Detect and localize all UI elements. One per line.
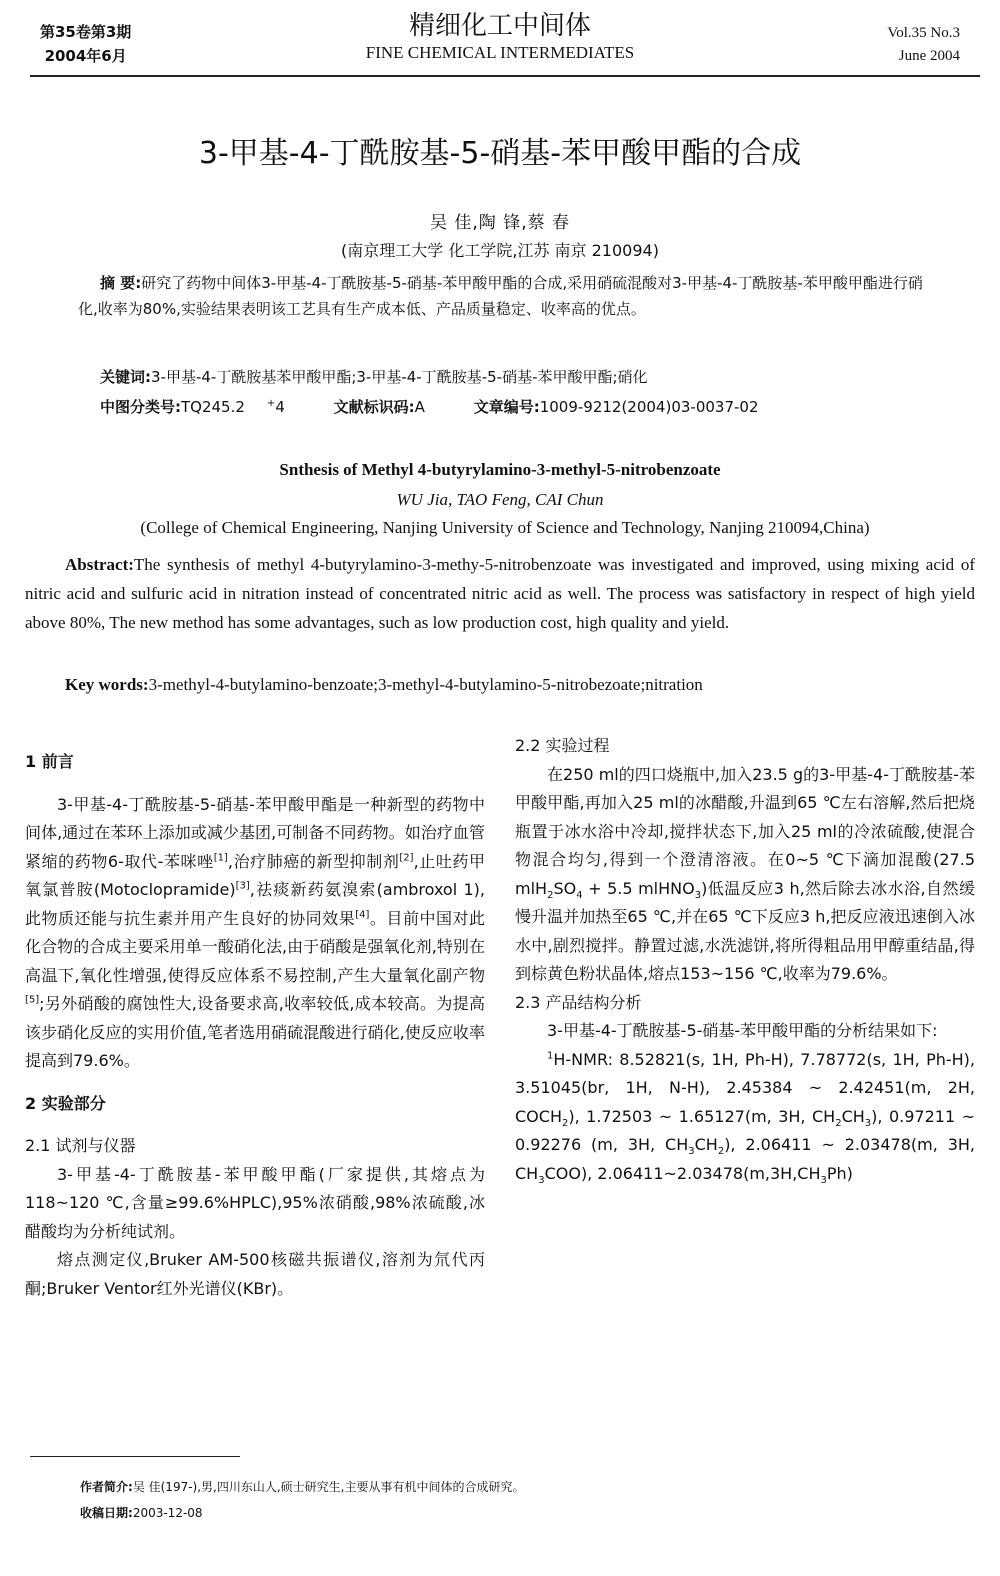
article-number xyxy=(474,398,781,416)
subsection-heading-2-1: 2.1 试剂与仪器 xyxy=(25,1136,136,1155)
clc-value: TQ245.2 xyxy=(181,398,245,416)
clc-sup: + xyxy=(266,398,276,409)
nmr-sub-3: 3 xyxy=(864,1117,872,1129)
intro-paragraph xyxy=(25,791,485,1076)
subsection-heading-2-3: 2.3 产品结构分析 xyxy=(515,992,642,1012)
citation-4: [4] xyxy=(355,909,370,921)
author-bio-text: 吴 佳(197-),男,四川东山人,硕士研究生,主要从事有机中间体的合成研究。 xyxy=(132,1480,525,1494)
keywords-cn-label: 关键词: xyxy=(100,368,151,386)
abstract-en-text: The synthesis of methyl 4-butyrylamino-3-methy-5-nitrobenzoate was investigated and improved, using mixing acid of nitric acid and sulfuric acid in nitration instead of concentrated nitric acid as well. The process was satisfactory in respect of high yield above 80%, The new method has some advantages, such as low production cost, high quality and yield. xyxy=(25,555,975,632)
footnote-rule xyxy=(30,1456,240,1457)
journal-name-cn: 精细化工中间体 xyxy=(408,11,591,41)
doc-code xyxy=(334,398,447,416)
issue-number-cn: 第35卷第3期 xyxy=(40,23,132,41)
citation-3: [3] xyxy=(235,880,250,892)
nmr-text-f: ), 2.06411 ~ 2.03478(m, 3H, CH xyxy=(515,1135,975,1183)
abstract-cn xyxy=(78,270,928,322)
procedure-text-a: 在250 ml的四口烧瓶中,加入23.5 g的3-甲基-4-丁酰胺基-苯甲酸甲酯,再加入25 ml的冰醋酸,升温到65 ℃左右溶解,然后把烧瓶置于冰水浴中冷却,搅拌状态下,加入25 ml的冷浓硫酸,使混合物混合均匀,得到一个澄清溶液。在0~5 ℃下滴加混酸(27.5 mlH xyxy=(515,764,975,898)
authors-en: WU Jia, TAO Feng, CAI Chun xyxy=(396,490,604,509)
procedure-sub-1: 2 xyxy=(547,889,554,901)
keywords-en xyxy=(65,675,965,695)
affiliation-cn: (南京理工大学 化工学院,江苏 南京 210094) xyxy=(341,241,659,260)
nmr-text-c: CH xyxy=(841,1106,865,1126)
author-bio-footnote xyxy=(80,1478,960,1495)
nmr-sub-6: 3 xyxy=(538,1174,545,1186)
paper-title-cn: 3-甲基-4-丁酰胺基-5-硝基-苯甲酸甲酯的合成 xyxy=(198,136,802,171)
subsection-heading-2-2: 2.2 实验过程 xyxy=(515,736,610,755)
nmr-sub-1: 2 xyxy=(561,1117,569,1129)
nmr-text-g: COO), 2.06411~2.03478(m,3H,CH xyxy=(544,1163,821,1183)
procedure-text-b: SO xyxy=(553,878,577,898)
clc-code xyxy=(100,398,307,416)
nmr-sup: 1 xyxy=(547,1050,554,1062)
keywords-en-label: Key words: xyxy=(65,675,149,694)
abstract-cn-label: 摘 要: xyxy=(100,274,142,292)
keywords-cn xyxy=(100,366,940,387)
author-bio-label: 作者简介: xyxy=(80,1480,133,1494)
procedure-text-c: + 5.5 mlHNO xyxy=(582,878,695,898)
reagents-paragraph: 3-甲基-4-丁酰胺基-苯甲酸甲酯(厂家提供,其熔点为118~120 ℃,含量≥99.6%HPLC),95%浓硝酸,98%浓硫酸,冰醋酸均为分析纯试剂。 xyxy=(25,1164,485,1241)
intro-text-f: ;另外硝酸的腐蚀性大,设备要求高,收率较低,成本较高。为提高该步硝化反应的实用价值,笔者选用硝硫混酸进行硝化,使反应收率提高到79.6%。 xyxy=(25,994,485,1070)
procedure-sub-2: 4 xyxy=(576,889,583,901)
nmr-text-b: ), 1.72503 ~ 1.65127(m, 3H, CH xyxy=(568,1106,836,1126)
section-heading-2: 2 实验部分 xyxy=(25,1093,106,1113)
intro-text-e: 。目前中国对此化合物的合成主要采用单一酸硝化法,由于硝酸是强氧化剂,特别在高温下,氧化性增强,使得反应体系不易控制,产生大量氧化副产物 xyxy=(25,908,485,985)
nmr-sub-4: 3 xyxy=(688,1146,695,1158)
nmr-text-e: CH xyxy=(694,1135,718,1154)
clc-label: 中图分类号: xyxy=(100,398,181,416)
issue-info-cn xyxy=(40,20,131,68)
nmr-text-a: H-NMR: 8.52821(s, 1H, Ph-H), 7.78772(s, 1H, Ph-H), 3.51045(br, 1H, N-H), 2.45384 ~ 2.42451(m, 2H, COCH xyxy=(515,1049,975,1126)
nmr-text-d: ), 0.97211 ~ 0.92276 (m, 3H, CH xyxy=(515,1106,976,1154)
abstract-en xyxy=(25,550,975,637)
affiliation-en: (College of Chemical Engineering, Nanjing University of Science and Technology, Nanjing 210094,China) xyxy=(140,518,870,537)
doc-label: 文献标识码: xyxy=(333,398,415,416)
paper-title-en: Snthesis of Methyl 4-butyrylamino-3-methyl-5-nitrobenzoate xyxy=(279,460,721,479)
received-date-label: 收稿日期: xyxy=(80,1506,133,1520)
citation-1: [1] xyxy=(213,852,228,864)
nmr-sub-2: 2 xyxy=(835,1117,842,1129)
intro-text-d: ,祛痰新药氨溴索(ambroxol 1),此物质还能与抗生素并用产生良好的协同效果 xyxy=(25,880,485,928)
keywords-en-text: 3-methyl-4-butylamino-benzoate;3-methyl-4-butylamino-5-nitrobezoate;nitration xyxy=(148,675,703,694)
body-column-right xyxy=(515,732,975,1188)
nmr-sub-7: 3 xyxy=(820,1174,827,1186)
doc-value: A xyxy=(414,398,425,416)
intro-text-a: 3-甲基-4-丁酰胺基-5-硝基-苯甲酸甲酯是一种新型的药物中间体,通过在苯环上添加或减少基团,可制备不同药物。如治疗血管紧缩的药物6-取代-苯咪唑 xyxy=(25,794,485,871)
article-value: 1009-9212(2004)03-0037-02 xyxy=(539,398,759,416)
procedure-paragraph xyxy=(515,761,975,989)
citation-5: [5] xyxy=(25,994,40,1006)
instruments-paragraph: 熔点测定仪,Bruker AM-500核磁共振谱仪,溶剂为氘代丙酮;Bruker Ventor红外光谱仪(KBr)。 xyxy=(25,1250,485,1298)
article-label: 文章编号: xyxy=(473,398,540,416)
citation-2: [2] xyxy=(399,852,414,864)
intro-text-c: ,止吐药甲氧氯普胺(Motoclopramide) xyxy=(25,851,485,899)
header-rule xyxy=(30,75,980,77)
body-column-left xyxy=(25,748,485,1303)
nmr-sub-5: 2 xyxy=(717,1146,725,1158)
received-date-footnote xyxy=(80,1504,960,1521)
abstract-en-label: Abstract: xyxy=(65,555,134,574)
abstract-cn-text: 研究了药物中间体3-甲基-4-丁酰胺基-5-硝基-苯甲酸甲酯的合成,采用硝硫混酸对3-甲基-4-丁酰胺基-苯甲酸甲酯进行硝化,收率为80%,实验结果表明该工艺具有生产成本低、产品质量稳定、收率高的优点。 xyxy=(78,274,923,318)
issue-date-cn: 2004年6月 xyxy=(44,47,127,65)
nmr-text-h: Ph) xyxy=(826,1163,853,1183)
classification-line xyxy=(100,396,940,417)
analysis-paragraph: 3-甲基-4-丁酰胺基-5-硝基-苯甲酸甲酯的分析结果如下: xyxy=(547,1021,938,1040)
section-heading-1: 1 前言 xyxy=(25,752,74,771)
keywords-cn-text: 3-甲基-4-丁酰胺基苯甲酸甲酯;3-甲基-4-丁酰胺基-5-硝基-苯甲酸甲酯;硝化 xyxy=(151,368,648,386)
intro-text-b: ,治疗肺癌的新型抑制剂 xyxy=(227,851,400,871)
procedure-sub-3: 3 xyxy=(694,889,702,901)
authors-cn: 吴 佳,陶 锋,蔡 春 xyxy=(429,213,571,233)
procedure-text-d: )低温反应3 h,然后除去冰水浴,自然缓慢升温并加热至65 ℃,并在65 ℃下反应3 h,把反应液迅速倒入冰水中,剧烈搅拌。静置过滤,水洗滤饼,将所得粗品用甲醇重结晶,得到棕黄色粉状晶体,熔点153~156 ℃,收率为79.6%。 xyxy=(515,878,976,983)
journal-name xyxy=(300,10,700,64)
issue-info-en xyxy=(887,22,960,68)
issue-date-en: June 2004 xyxy=(898,48,960,64)
clc-tail: 4 xyxy=(275,398,285,416)
volume-en: Vol.35 No.3 xyxy=(887,25,960,41)
nmr-data-paragraph xyxy=(515,1046,975,1189)
received-date-text: 2003-12-08 xyxy=(132,1506,203,1520)
journal-name-en: FINE CHEMICAL INTERMEDIATES xyxy=(365,43,635,62)
